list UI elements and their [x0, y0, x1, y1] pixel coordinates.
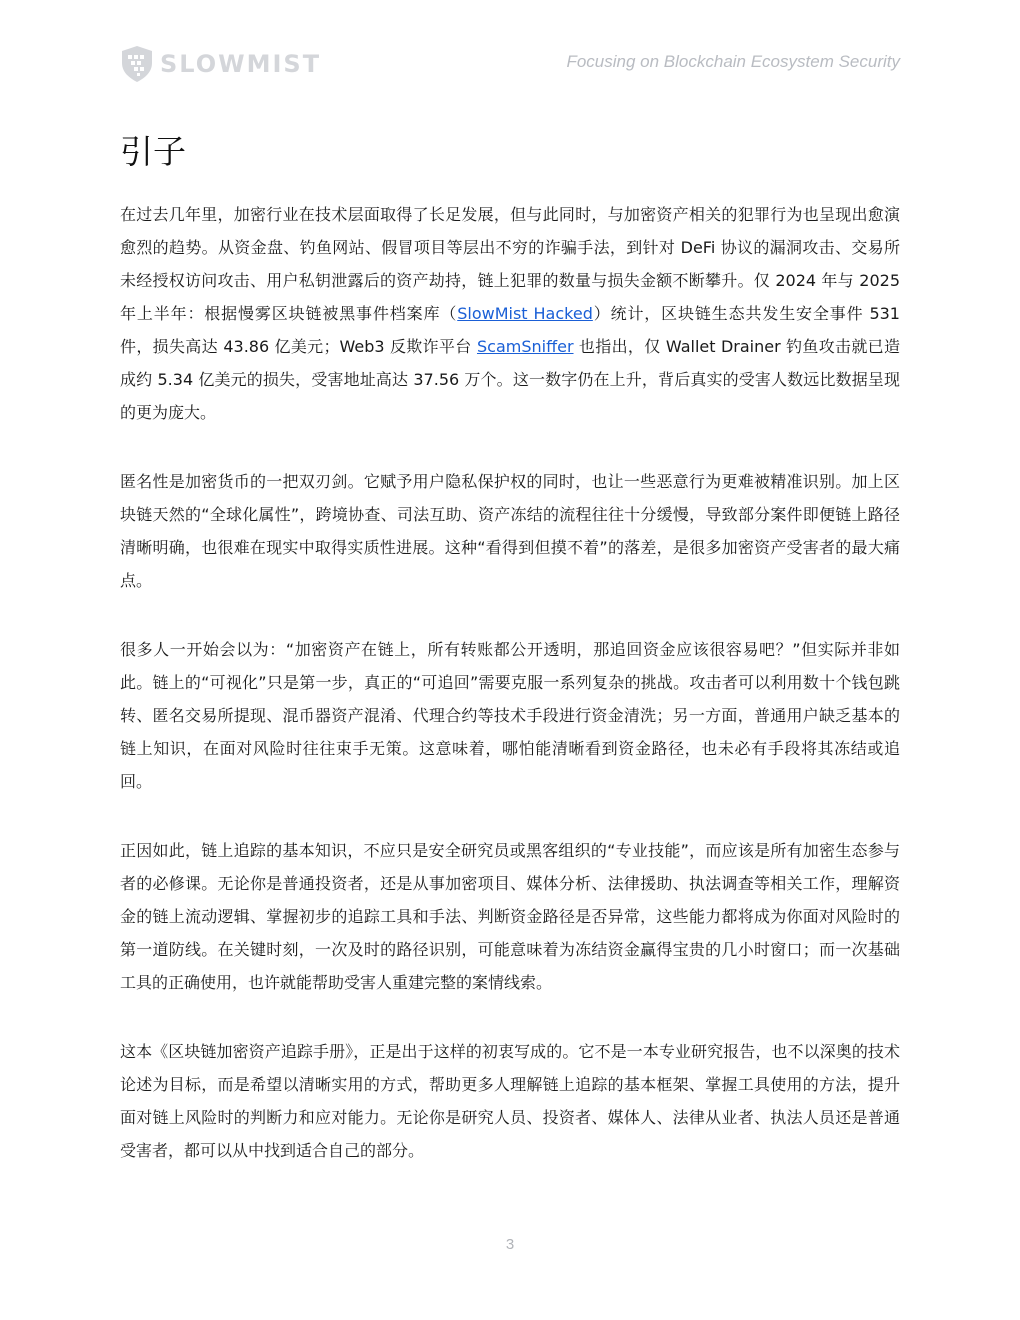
paragraph-1-text-c: 也指出，仅 Wallet Drainer 钓鱼攻击就已造成约 5.34 亿美元的损失，受害地址高达 37.56 万个。这一数字仍在上升，背后真实的受害人数远比数据呈现的更为庞大。 [120, 337, 900, 422]
logo-wordmark: SLOWMIST [160, 50, 322, 78]
paragraph-1 [120, 198, 900, 429]
scamsniffer-link[interactable]: ScamSniffer [476, 337, 574, 356]
slowmist-hacked-link[interactable]: SlowMist Hacked [457, 304, 593, 323]
paragraph-4: 正因如此，链上追踪的基本知识，不应只是安全研究员或黑客组织的“专业技能”，而应该是所有加密生态参与者的必修课。无论你是普通投资者，还是从事加密项目、媒体分析、法律援助、执法调查等相关工作，理解资金的链上流动逻辑、掌握初步的追踪工具和手法、判断资金路径是否异常，这些能力都将成为你面对风险时的第一道防线。在关键时刻，一次及时的路径识别，可能意味着为冻结资金赢得宝贵的几小时窗口；而一次基础工具的正确使用，也许就能帮助受害人重建完整的案情线索。 [120, 841, 900, 992]
section-title: 引子 [120, 132, 186, 171]
shield-icon [120, 45, 154, 83]
slowmist-logo [120, 44, 321, 84]
paragraph-1-text-b: ）统计，区块链生态共发生安全事件 531 件，损失高达 43.86 亿美元；Web3 反欺诈平台 [120, 304, 900, 356]
document-body [120, 198, 900, 1203]
paragraph-5: 这本《区块链加密资产追踪手册》，正是出于这样的初衷写成的。它不是一本专业研究报告，也不以深奥的技术论述为目标，而是希望以清晰实用的方式，帮助更多人理解链上追踪的基本框架、掌握工具使用的方法，提升面对链上风险时的判断力和应对能力。无论你是研究人员、投资者、媒体人、法律从业者、执法人员还是普通受害者，都可以从中找到适合自己的部分。 [120, 1042, 900, 1160]
header-tagline: Focusing on Blockchain Ecosystem Security [566, 52, 900, 71]
page-number: 3 [505, 1236, 515, 1253]
paragraph-1-text-a: 在过去几年里，加密行业在技术层面取得了长足发展，但与此同时，与加密资产相关的犯罪行为也呈现出愈演愈烈的趋势。从资金盘、钓鱼网站、假冒项目等层出不穷的诈骗手法，到针对 DeFi 协议的漏洞攻击、交易所未经授权访问攻击、用户私钥泄露后的资产劫持，链上犯罪的数量与损失金额不断攀升。仅 2024 年与 2025 年上半年：根据慢雾区块链被黑事件档案库（ [120, 205, 900, 323]
paragraph-2: 匿名性是加密货币的一把双刃剑。它赋予用户隐私保护权的同时，也让一些恶意行为更难被精准识别。加上区块链天然的“全球化属性”，跨境协查、司法互助、资产冻结的流程往往十分缓慢，导致部分案件即便链上路径清晰明确，也很难在现实中取得实质性进展。这种“看得到但摸不着”的落差，是很多加密资产受害者的最大痛点。 [120, 472, 900, 590]
paragraph-3: 很多人一开始会以为：“加密资产在链上，所有转账都公开透明，那追回资金应该很容易吧？”但实际并非如此。链上的“可视化”只是第一步，真正的“可追回”需要克服一系列复杂的挑战。攻击者可以利用数十个钱包跳转、匿名交易所提现、混币器资产混淆、代理合约等技术手段进行资金清洗；另一方面，普通用户缺乏基本的链上知识，在面对风险时往往束手无策。这意味着，哪怕能清晰看到资金路径，也未必有手段将其冻结或追回。 [120, 640, 900, 791]
page-header [120, 44, 900, 84]
